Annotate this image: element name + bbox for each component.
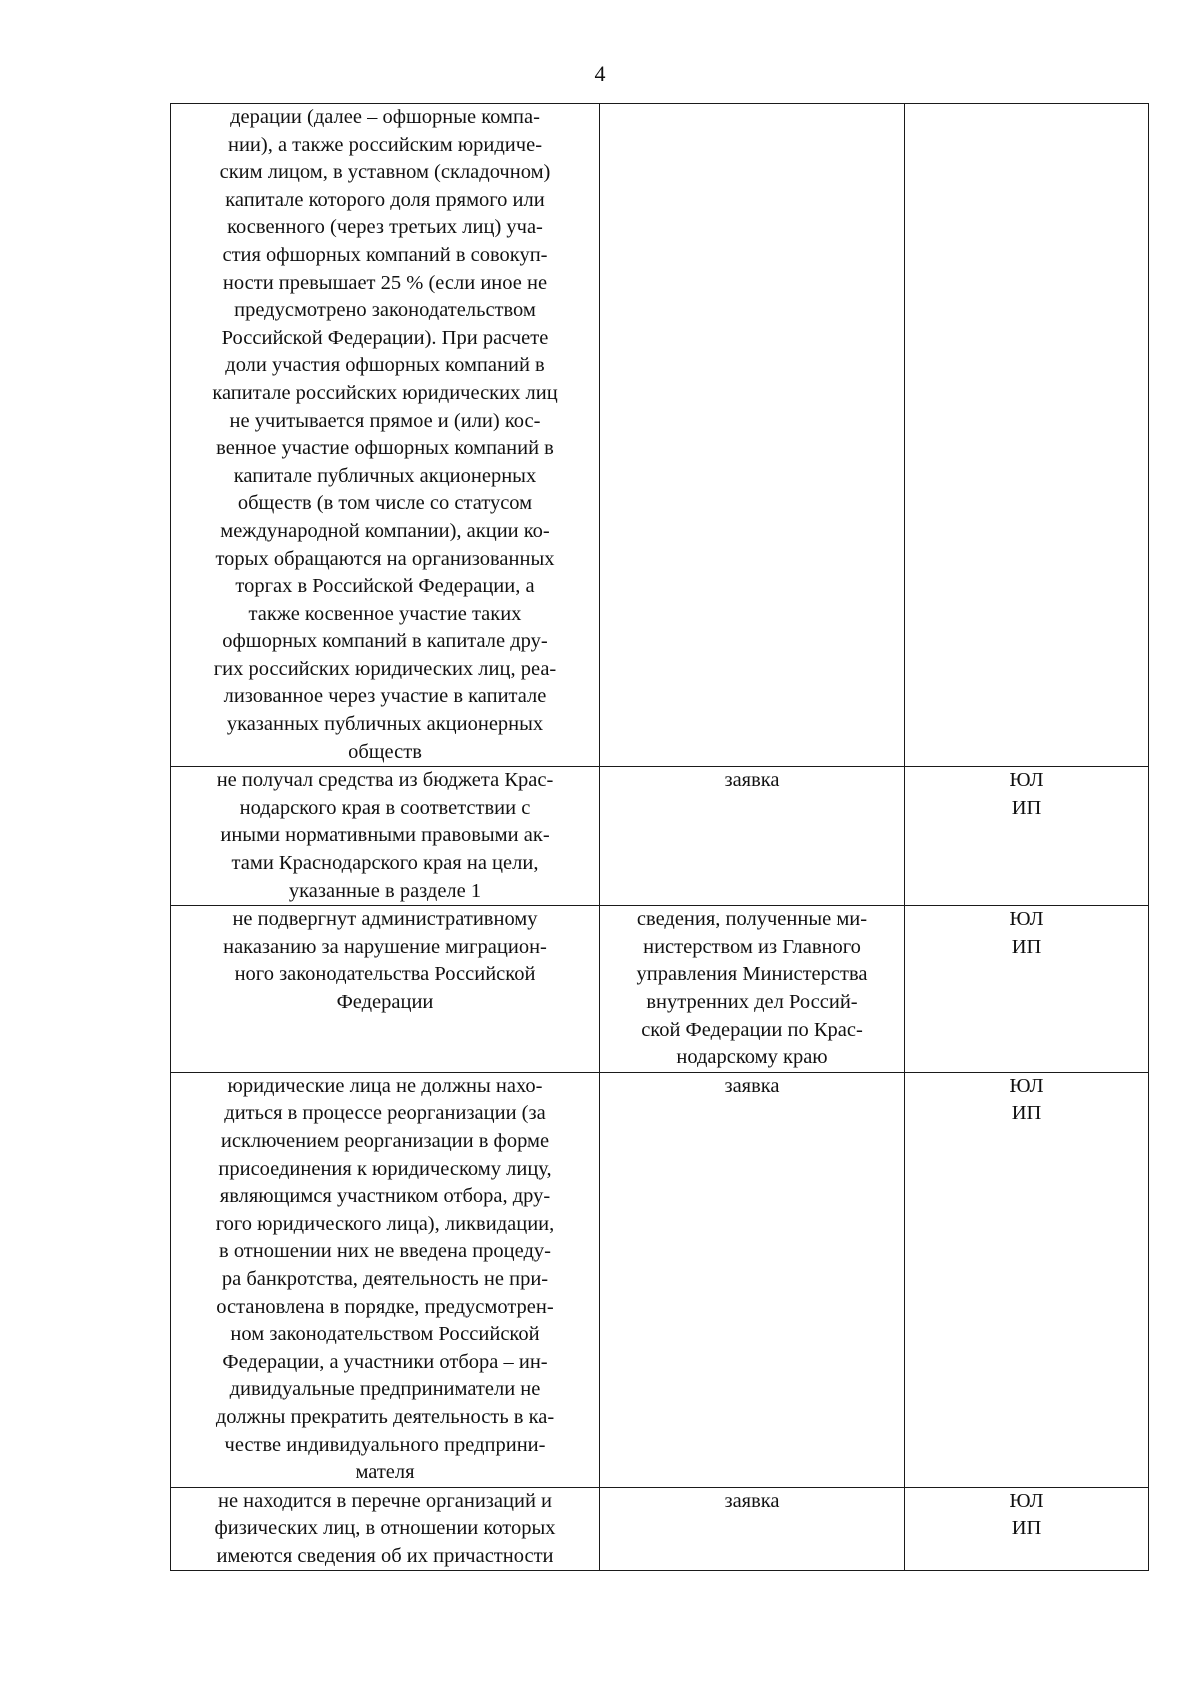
- applicants-cell: ЮЛ ИП: [905, 906, 1149, 1073]
- criterion-cell: не подвергнут административному наказанию за нарушение миграцион- ного законодательства Российской Федерации: [171, 906, 600, 1073]
- applicants-cell: ЮЛ ИП: [905, 767, 1149, 906]
- table-row: [171, 906, 1149, 1073]
- criterion-cell: юридические лица не должны нахо- диться в процессе реорганизации (за исключением реорганизации в форме присоединения к юридическому лицу, являющимся участником отбора, дру- гого юридического лица), ликвидации, в отношении них не введена процеду- ра банкротства, деятельность не при- остановлена в порядке, предусмотрен- ном законодательством Российской Федерации, а участники отбора – ин- дивидуальные предприниматели не должны прекратить деятельность в ка- честве индивидуального предприни- мателя: [171, 1072, 600, 1487]
- source-cell: [600, 104, 905, 767]
- source-cell: заявка: [600, 767, 905, 906]
- criterion-cell: не получал средства из бюджета Крас- нодарского края в соответствии с иными нормативными правовыми ак- тами Краснодарского края на цели, указанные в разделе 1: [171, 767, 600, 906]
- page-number: 4: [594, 61, 606, 86]
- applicants-cell: ЮЛ ИП: [905, 1072, 1149, 1487]
- requirements-table: [170, 103, 1149, 1571]
- criterion-cell: не находится в перечне организаций и физических лиц, в отношении которых имеются сведения об их причастности: [171, 1487, 600, 1571]
- applicants-cell: [905, 104, 1149, 767]
- criterion-cell: дерации (далее – офшорные компа- нии), а также российским юридиче- ским лицом, в уставном (складочном) капитале которого доля прямого или косвенного (через третьих лиц) уча- стия офшорных компаний в совокуп- ности превышает 25 % (если иное не предусмотрено законодательством Российской Федерации). При расчете доли участия офшорных компаний в капитале российских юридических лиц не учитывается прямое и (или) кос- венное участие офшорных компаний в капитале публичных акционерных обществ (в том числе со статусом международной компании), акции ко- торых обращаются на организованных торгах в Российской Федерации, а также косвенное участие таких офшорных компаний в капитале дру- гих российских юридических лиц, реа- лизованное через участие в капитале указанных публичных акционерных обществ: [171, 104, 600, 767]
- source-cell: сведения, полученные ми- нистерством из Главного управления Министерства внутренних дел Россий- ской Федерации по Крас- нодарскому краю: [600, 906, 905, 1073]
- table-row: [171, 1487, 1149, 1571]
- table-row: [171, 104, 1149, 767]
- source-cell: заявка: [600, 1487, 905, 1571]
- source-cell: заявка: [600, 1072, 905, 1487]
- table-row: [171, 1072, 1149, 1487]
- applicants-cell: ЮЛ ИП: [905, 1487, 1149, 1571]
- table-row: [171, 767, 1149, 906]
